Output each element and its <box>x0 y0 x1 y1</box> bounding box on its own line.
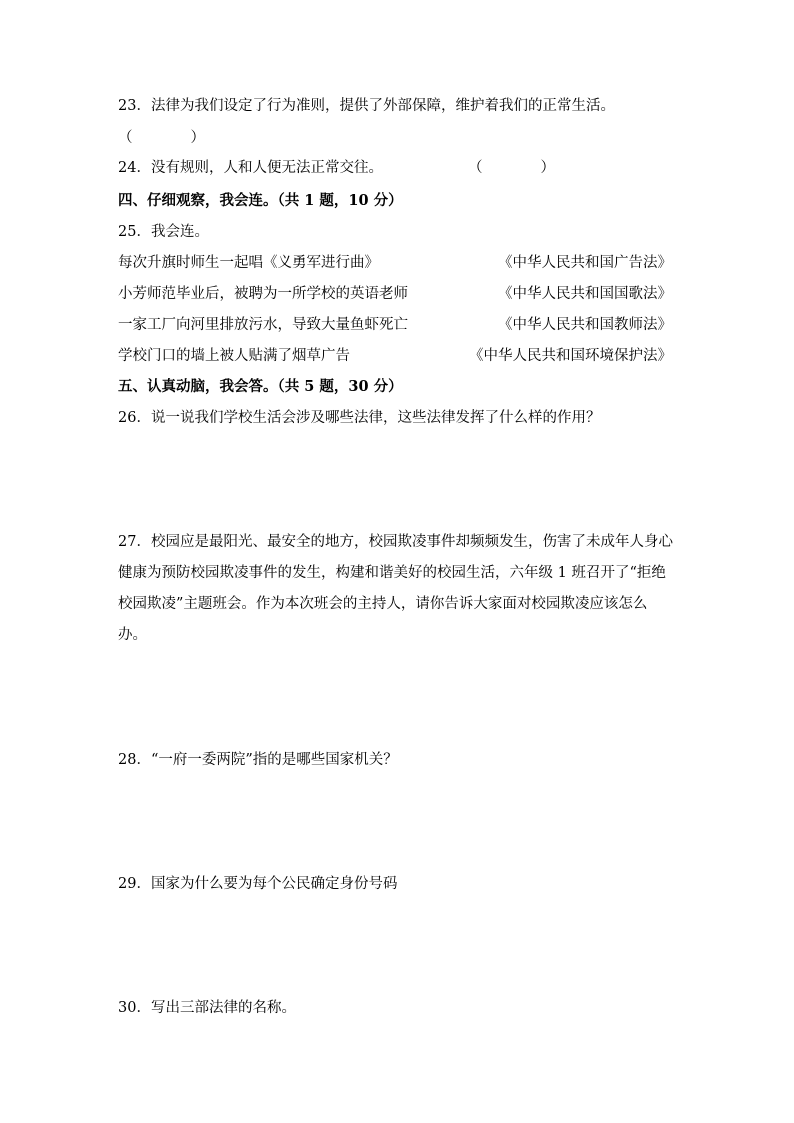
match-left-item-2[interactable]: 小芳师范毕业后，被聘为一所学校的英语老师 <box>118 286 408 302</box>
question-23-answer-blank[interactable] <box>118 128 205 148</box>
question-29-text: 29．国家为什么要为每个公民确定身份号码 <box>118 876 398 892</box>
match-left-item-4[interactable]: 学校门口的墙上被人贴满了烟草广告 <box>118 348 350 364</box>
question-27: 27．校园应是最阳光、最安全的地方，校园欺凌事件却频频发生，伤害了未成年人身心健康为预防校园欺凌事件的发生，构建和谐美好的校园生活，六年级 1 班召开了“拒绝校园欺凌”主题班会。作为本次班会的主持人，请你告诉大家面对校园欺凌应该怎么办。 <box>118 534 673 643</box>
question-24 <box>118 158 383 178</box>
match-right-item-4[interactable]: 《中华人民共和国环境保护法》 <box>469 348 672 364</box>
question-30-text: 30．写出三部法律的名称。 <box>118 1000 296 1016</box>
answer-blank[interactable]: （ ） <box>468 160 555 176</box>
question-25 <box>118 222 209 242</box>
question-28-text: 28．“一府一委两院”指的是哪些国家机关？ <box>118 752 398 768</box>
question-24-answer-blank[interactable] <box>468 158 555 178</box>
match-left-item-1[interactable]: 每次升旗时师生一起唱《义勇军进行曲》 <box>118 255 379 271</box>
question-28 <box>118 750 398 770</box>
question-29 <box>118 874 397 894</box>
question-26-text: 26．说一说我们学校生活会涉及哪些法律，这些法律发挥了什么样的作用？ <box>118 410 601 426</box>
question-25-text: 25．我会连。 <box>118 224 209 240</box>
question-23 <box>118 96 615 116</box>
question-30 <box>118 998 296 1018</box>
answer-blank[interactable]: （ ） <box>118 130 205 146</box>
match-left-item-3[interactable]: 一家工厂向河里排放污水，导致大量鱼虾死亡 <box>118 317 408 333</box>
match-right-item-2[interactable]: 《中华人民共和国国歌法》 <box>498 286 672 302</box>
match-right-item-1[interactable]: 《中华人民共和国广告法》 <box>498 255 672 271</box>
question-23-text: 23．法律为我们设定了行为准则，提供了外部保障，维护着我们的正常生活。 <box>118 98 615 114</box>
section-5-heading: 五、认真动脑，我会答。（共 5 题，30 分） <box>118 378 403 395</box>
section-4-heading: 四、仔细观察，我会连。（共 1 题，10 分） <box>118 192 403 209</box>
question-26 <box>118 408 600 428</box>
question-24-text: 24．没有规则，人和人便无法正常交往。 <box>118 160 383 176</box>
match-right-item-3[interactable]: 《中华人民共和国教师法》 <box>498 317 672 333</box>
